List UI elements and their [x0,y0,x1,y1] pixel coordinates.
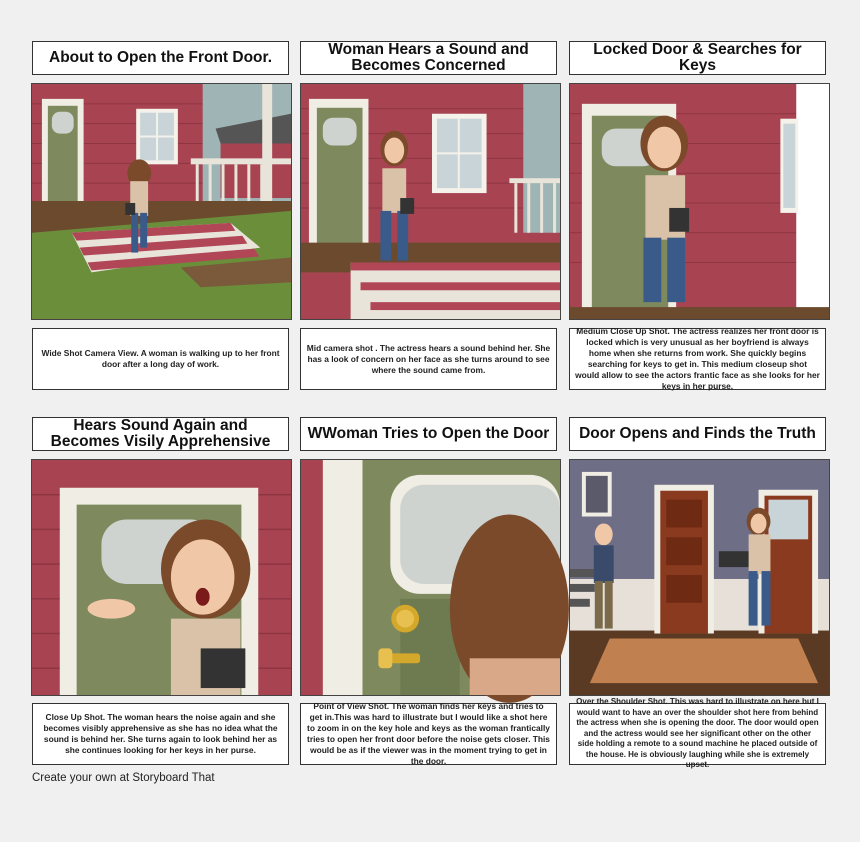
cell-3-caption: Medium Close Up Shot. The actress realizes her front door is locked which is very unusual as her boyfriend is always home when she returns from work. She quickly begins searching for keys to get in. This medium closeup shot would allow to see the actors frantic face as she looks for her keys in her purse. [569,328,826,390]
cell-5-title: WWoman Tries to Open the Door [300,417,557,451]
cell-6-caption: Over the Shoulder Shot. This was hard to illustrate on here but I would want to have an over the shoulder shot here from behind the actress when she is opening the door. The door would open and the actress would see her significant other on the other side holding a remote to a sound machine he placed outside of the house. He is obviously laughing while she is extremely upset. [569,703,826,765]
cell-6-title: Door Opens and Finds the Truth [569,417,826,451]
cell-2-image [300,83,561,320]
cell-4-image [31,459,292,696]
cell-4-title: Hears Sound Again and Becomes Visily Apprehensive [32,417,289,451]
cell-3-title: Locked Door & Searches for Keys [569,41,826,75]
cell-6-image [569,459,830,696]
cell-5-caption: Point of View Shot. The woman finds her keys and tries to get in.This was hard to illustrate but I would like a shot here to zoom in on the key hole and keys as the woman frantically tries to open her front door before the noise gets closer. This would be as if the viewer was in the moment trying to get in the door. [300,703,557,765]
cell-2-caption: Mid camera shot . The actress hears a sound behind her. She has a look of concern on her face as she turns around to see where the sound came from. [300,328,557,390]
cell-1-image [31,83,292,320]
storyboard-footer-link[interactable]: Create your own at Storyboard That [32,772,215,784]
cell-1-caption: Wide Shot Camera View. A woman is walking up to her front door after a long day of work. [32,328,289,390]
cell-3-image [569,83,830,320]
cell-4-caption: Close Up Shot. The woman hears the noise again and she becomes visibly apprehensive as she has no idea what the sound is behind her. She turns again to look behind her as she continues looking for her keys in her purse. [32,703,289,765]
cell-2-title: Woman Hears a Sound and Becomes Concerned [300,41,557,75]
cell-1-title: About to Open the Front Door. [32,41,289,75]
cell-5-image [300,459,561,696]
